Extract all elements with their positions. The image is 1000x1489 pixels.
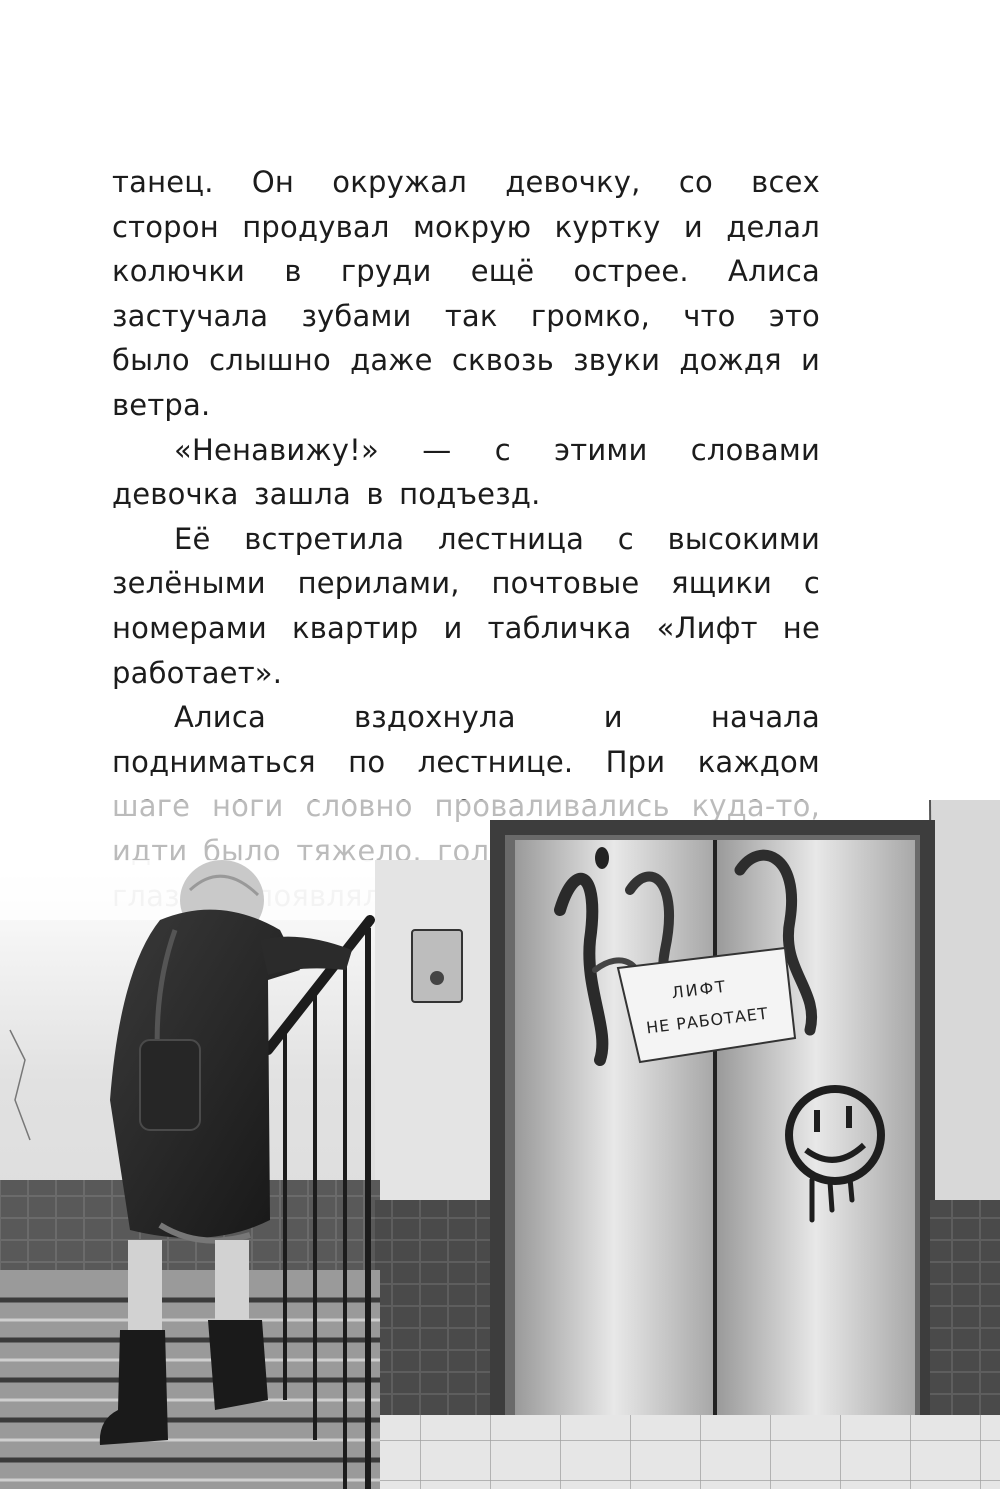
paragraph-4: Алиса вздохнула и начала подниматься по лестнице. При каждом	[112, 700, 820, 779]
sign-line-2: НЕ РАБОТАЕТ	[645, 1003, 770, 1038]
stairwell-illustration	[0, 800, 1000, 1489]
paragraph-3: Её встретила лестница с высокими зелёными перилами, почтовые ящики с номерами квартир и табличка «Лифт не работает».	[112, 521, 820, 690]
paragraph-2: «Ненавижу!» — с этими словами девочка зашла в подъезд.	[112, 432, 820, 512]
staircase	[0, 1270, 380, 1489]
paragraph-1: танец. Он окружал девочку, со всех сторон продувал мокрую куртку и делал колючки в груди ещё острее. Алиса застучала зубами так громко, что это было слышно даже сквозь звуки дождя и ветра.	[112, 165, 820, 422]
sign-line-1: ЛИФТ	[670, 976, 729, 1003]
